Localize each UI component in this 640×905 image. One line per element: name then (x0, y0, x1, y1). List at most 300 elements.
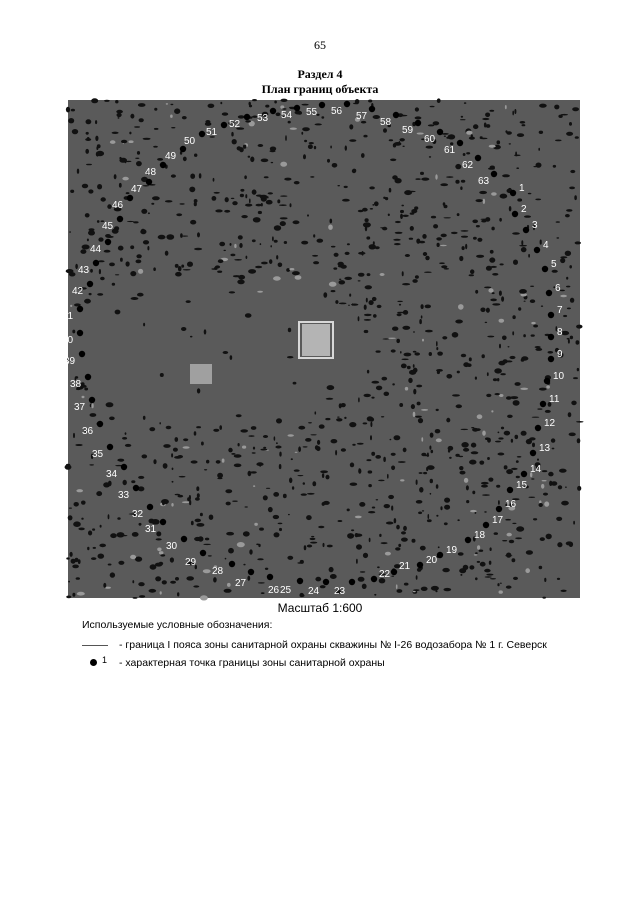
terrain-speck (496, 485, 500, 488)
terrain-speck (370, 422, 372, 427)
terrain-speck (484, 511, 487, 512)
terrain-speck (362, 584, 367, 589)
terrain-speck (245, 506, 248, 507)
terrain-speck (254, 523, 258, 526)
terrain-speck (196, 486, 199, 491)
boundary-point-label: 58 (380, 117, 392, 128)
terrain-speck (569, 122, 572, 126)
well-structure (302, 324, 330, 356)
terrain-speck (175, 264, 179, 268)
terrain-speck (415, 275, 419, 279)
terrain-speck (486, 394, 491, 397)
terrain-speck (403, 526, 407, 531)
boundary-point-marker (349, 579, 355, 585)
terrain-speck (516, 167, 519, 169)
terrain-speck (573, 521, 575, 525)
terrain-speck (302, 104, 309, 106)
terrain-speck (411, 404, 415, 409)
terrain-speck (368, 484, 372, 487)
terrain-speck (490, 250, 494, 254)
terrain-speck (476, 255, 484, 258)
terrain-speck (130, 245, 134, 249)
terrain-speck (402, 215, 408, 217)
terrain-speck (477, 238, 482, 242)
terrain-speck (358, 316, 360, 321)
terrain-speck (274, 101, 277, 104)
terrain-speck (187, 262, 193, 267)
terrain-speck (141, 209, 147, 214)
terrain-speck (494, 393, 500, 395)
boundary-point-label: 28 (212, 566, 224, 577)
terrain-speck (341, 265, 347, 269)
terrain-speck (219, 242, 225, 247)
terrain-speck (294, 181, 300, 184)
terrain-speck (252, 239, 256, 242)
terrain-speck (252, 452, 256, 453)
terrain-speck (288, 514, 290, 515)
terrain-speck (280, 221, 286, 226)
terrain-speck (190, 220, 196, 225)
terrain-speck (232, 139, 237, 144)
terrain-speck (223, 250, 226, 251)
terrain-speck (516, 460, 519, 463)
terrain-speck (293, 220, 300, 224)
terrain-speck (475, 577, 478, 580)
terrain-speck (471, 134, 473, 137)
terrain-speck (341, 403, 346, 407)
terrain-speck (273, 276, 281, 280)
terrain-speck (328, 225, 333, 230)
terrain-speck (436, 484, 439, 489)
terrain-speck (488, 478, 493, 482)
terrain-speck (337, 417, 340, 418)
terrain-speck (486, 308, 490, 313)
terrain-speck (486, 574, 493, 576)
terrain-speck (91, 403, 93, 408)
terrain-speck (97, 184, 102, 189)
terrain-speck (222, 459, 225, 463)
terrain-speck (421, 178, 429, 181)
terrain-speck (173, 448, 178, 452)
boundary-point-marker (87, 281, 93, 287)
terrain-speck (231, 198, 235, 199)
terrain-speck (475, 290, 478, 294)
terrain-speck (553, 165, 556, 168)
boundary-point-label: 51 (206, 127, 218, 138)
boundary-point-label: 18 (474, 530, 486, 541)
terrain-speck (560, 295, 567, 298)
boundary-point-marker (117, 216, 123, 222)
terrain-speck (518, 307, 521, 310)
terrain-speck (278, 263, 283, 268)
terrain-speck (106, 236, 114, 238)
terrain-speck (372, 297, 377, 301)
terrain-speck (142, 454, 148, 458)
terrain-speck (466, 131, 472, 135)
terrain-speck (533, 518, 537, 520)
terrain-speck (172, 481, 174, 483)
terrain-speck (439, 262, 445, 264)
terrain-speck (499, 344, 501, 349)
terrain-speck (466, 500, 469, 503)
terrain-speck (575, 241, 581, 244)
terrain-speck (147, 246, 149, 250)
terrain-speck (358, 280, 361, 281)
boundary-point-label: 6 (555, 283, 561, 294)
terrain-speck (376, 386, 382, 391)
terrain-speck (491, 410, 493, 412)
terrain-speck (548, 472, 553, 477)
terrain-speck (232, 501, 238, 502)
terrain-speck (402, 271, 404, 276)
terrain-speck (350, 463, 354, 468)
terrain-speck (444, 136, 446, 137)
terrain-speck (435, 174, 437, 179)
terrain-speck (472, 491, 475, 495)
terrain-speck (519, 245, 527, 247)
terrain-speck (431, 450, 434, 453)
terrain-speck (278, 523, 283, 525)
terrain-speck (245, 313, 252, 318)
terrain-speck (523, 334, 526, 337)
terrain-speck (162, 580, 167, 584)
boundary-point-marker (465, 537, 471, 543)
terrain-speck (269, 259, 272, 264)
terrain-speck (226, 502, 231, 506)
terrain-speck (461, 442, 468, 448)
terrain-speck (310, 538, 316, 540)
terrain-speck (347, 243, 350, 245)
terrain-speck (502, 174, 510, 177)
terrain-speck (538, 148, 540, 151)
terrain-speck (301, 493, 307, 495)
boundary-point-marker (267, 574, 273, 580)
boundary-point-label: 36 (82, 426, 94, 437)
terrain-speck (84, 388, 88, 391)
terrain-speck (481, 482, 489, 485)
boundary-point-marker (344, 101, 350, 107)
terrain-speck (506, 469, 513, 474)
terrain-speck (263, 495, 268, 500)
terrain-speck (249, 105, 252, 108)
boundary-point-label: 37 (74, 402, 86, 413)
terrain-speck (72, 565, 79, 569)
terrain-speck (391, 453, 396, 456)
terrain-speck (126, 192, 130, 194)
terrain-speck (371, 381, 379, 384)
terrain-speck (183, 438, 188, 441)
terrain-speck (131, 297, 139, 300)
terrain-speck (329, 282, 337, 287)
terrain-speck (243, 145, 246, 149)
boundary-point-label: 2 (521, 204, 527, 215)
boundary-point-label: 4 (543, 240, 549, 251)
boundary-point-label: 55 (306, 107, 318, 118)
terrain-speck (114, 174, 117, 179)
terrain-speck (528, 497, 535, 498)
terrain-speck (301, 132, 303, 135)
terrain-speck (491, 227, 494, 231)
terrain-speck (431, 586, 439, 591)
terrain-speck (417, 568, 422, 572)
boundary-point-label: 54 (281, 110, 293, 121)
terrain-speck (138, 269, 143, 274)
terrain-speck (197, 388, 200, 393)
terrain-speck (395, 178, 402, 183)
terrain-speck (72, 330, 75, 334)
terrain-speck (103, 583, 106, 588)
terrain-speck (66, 107, 70, 113)
terrain-speck (446, 374, 452, 379)
terrain-speck (104, 250, 111, 253)
terrain-speck (213, 577, 217, 582)
terrain-speck (370, 208, 373, 210)
terrain-speck (323, 543, 325, 547)
boundary-point-label: 34 (106, 469, 118, 480)
terrain-speck (261, 592, 265, 594)
terrain-speck (310, 434, 316, 435)
terrain-speck (72, 593, 75, 597)
terrain-speck (325, 418, 330, 420)
terrain-speck (326, 398, 334, 400)
terrain-speck (181, 265, 184, 268)
terrain-speck (248, 156, 251, 158)
terrain-speck (208, 104, 215, 108)
terrain-speck (349, 139, 356, 142)
terrain-speck (431, 216, 436, 219)
terrain-speck (85, 149, 89, 154)
terrain-speck (533, 325, 538, 328)
terrain-speck (519, 289, 527, 294)
terrain-speck (489, 110, 494, 112)
terrain-speck (386, 522, 394, 525)
terrain-speck (226, 532, 234, 536)
terrain-speck (403, 448, 407, 453)
terrain-speck (123, 480, 127, 485)
terrain-speck (176, 213, 182, 216)
terrain-speck (86, 164, 92, 166)
terrain-speck (407, 366, 411, 369)
terrain-speck (515, 537, 522, 539)
boundary-point-label: 44 (90, 244, 102, 255)
terrain-speck (551, 438, 555, 442)
terrain-speck (570, 336, 573, 340)
terrain-speck (493, 378, 497, 381)
terrain-speck (171, 174, 176, 177)
terrain-speck (575, 136, 579, 139)
terrain-speck (156, 531, 161, 536)
terrain-speck (148, 212, 150, 214)
terrain-speck (371, 452, 375, 456)
terrain-speck (505, 519, 511, 521)
terrain-speck (375, 246, 380, 249)
terrain-speck (390, 439, 392, 441)
terrain-speck (358, 252, 365, 255)
terrain-speck (82, 245, 90, 250)
boundary-point-marker (393, 112, 399, 118)
terrain-speck (459, 256, 463, 261)
terrain-speck (87, 547, 89, 550)
terrain-speck (303, 446, 308, 447)
boundary-point-label: 48 (145, 167, 157, 178)
terrain-speck (248, 269, 256, 274)
boundary-point-label: 52 (229, 119, 241, 130)
terrain-speck (252, 99, 257, 101)
terrain-speck (331, 439, 338, 443)
terrain-speck (487, 438, 491, 443)
terrain-speck (397, 312, 405, 314)
terrain-speck (495, 441, 501, 443)
boundary-point-marker (160, 519, 166, 525)
boundary-point-marker (105, 239, 111, 245)
terrain-speck (99, 269, 101, 274)
terrain-speck (569, 433, 576, 437)
terrain-speck (430, 106, 435, 108)
terrain-speck (482, 118, 489, 120)
terrain-speck (139, 118, 144, 122)
terrain-speck (153, 267, 156, 271)
terrain-speck (291, 458, 293, 460)
terrain-speck (457, 519, 459, 521)
boundary-point-marker (534, 247, 540, 253)
terrain-speck (480, 562, 486, 567)
terrain-speck (503, 359, 508, 363)
terrain-speck (263, 435, 268, 438)
terrain-speck (84, 299, 91, 304)
terrain-speck (476, 225, 480, 227)
terrain-speck (270, 147, 276, 152)
terrain-speck (204, 469, 207, 470)
terrain-speck (183, 157, 187, 162)
terrain-speck (440, 183, 448, 186)
terrain-speck (120, 258, 123, 262)
boundary-point-marker (483, 522, 489, 528)
terrain-speck (566, 132, 573, 136)
terrain-speck (311, 536, 314, 537)
terrain-speck (375, 455, 381, 459)
boundary-point-marker (294, 105, 300, 111)
terrain-speck (522, 124, 526, 126)
terrain-speck (473, 237, 477, 240)
terrain-speck (352, 303, 354, 306)
terrain-speck (280, 217, 288, 219)
terrain-speck (577, 486, 581, 491)
terrain-speck (372, 507, 375, 509)
terrain-speck (222, 112, 228, 115)
terrain-speck (358, 577, 365, 582)
terrain-speck (497, 378, 499, 381)
terrain-speck (261, 203, 263, 206)
terrain-speck (428, 514, 430, 519)
terrain-speck (136, 260, 142, 264)
terrain-speck (214, 192, 220, 194)
terrain-speck (486, 124, 490, 128)
terrain-speck (312, 481, 316, 486)
terrain-speck (249, 199, 251, 204)
boundary-point-label: 17 (492, 515, 504, 526)
boundary-point-label: 12 (544, 418, 556, 429)
terrain-speck (257, 291, 263, 293)
terrain-speck (421, 587, 428, 591)
terrain-speck (419, 319, 422, 324)
terrain-speck (109, 263, 115, 267)
terrain-speck (179, 476, 186, 478)
terrain-speck (427, 453, 429, 458)
terrain-speck (295, 452, 298, 453)
terrain-speck (134, 126, 140, 128)
terrain-speck (455, 454, 459, 457)
terrain-speck (430, 493, 432, 495)
boundary-point-marker (548, 334, 554, 340)
terrain-speck (315, 577, 321, 582)
terrain-speck (109, 417, 115, 421)
terrain-speck (396, 525, 400, 530)
terrain-speck (552, 270, 558, 273)
terrain-speck (247, 576, 250, 581)
terrain-speck (118, 246, 124, 251)
terrain-speck (181, 236, 188, 237)
terrain-speck (143, 323, 145, 327)
terrain-speck (463, 153, 466, 156)
terrain-speck (492, 303, 500, 305)
terrain-speck (191, 460, 198, 463)
terrain-speck (265, 568, 268, 570)
terrain-speck (317, 440, 320, 445)
terrain-speck (255, 266, 262, 269)
boundary-point-marker (391, 569, 397, 575)
terrain-speck (115, 274, 119, 275)
terrain-speck (259, 528, 264, 531)
terrain-speck (463, 448, 469, 452)
terrain-speck (464, 102, 467, 104)
terrain-speck (303, 154, 306, 159)
terrain-speck (433, 224, 438, 228)
terrain-speck (566, 541, 573, 545)
boundary-point-marker (510, 190, 516, 196)
boundary-point-label: 21 (399, 561, 411, 572)
terrain-speck (436, 409, 439, 411)
terrain-speck (379, 534, 381, 537)
terrain-speck (344, 417, 346, 419)
terrain-speck (281, 99, 288, 102)
terrain-speck (515, 152, 517, 157)
boundary-point-label: 7 (557, 305, 563, 316)
terrain-speck (347, 509, 350, 512)
terrain-speck (405, 387, 408, 391)
terrain-speck (217, 473, 223, 479)
terrain-speck (528, 254, 530, 258)
terrain-speck (75, 444, 82, 446)
terrain-speck (545, 410, 551, 413)
map-scale: Масштаб 1:600 (277, 601, 363, 615)
boundary-point-marker (475, 155, 481, 161)
terrain-speck (417, 402, 421, 406)
terrain-speck (170, 557, 174, 562)
terrain-speck (565, 214, 570, 217)
terrain-speck (287, 556, 293, 560)
boundary-point-marker (415, 120, 421, 126)
boundary-point-marker (127, 195, 133, 201)
boundary-point-label: 5 (551, 259, 557, 270)
boundary-point-marker (77, 330, 83, 336)
terrain-speck (436, 515, 438, 517)
terrain-speck (89, 464, 94, 465)
boundary-point-marker (535, 425, 541, 431)
terrain-speck (243, 564, 245, 566)
terrain-speck (535, 348, 542, 351)
terrain-speck (219, 425, 222, 430)
terrain-speck (366, 298, 368, 303)
